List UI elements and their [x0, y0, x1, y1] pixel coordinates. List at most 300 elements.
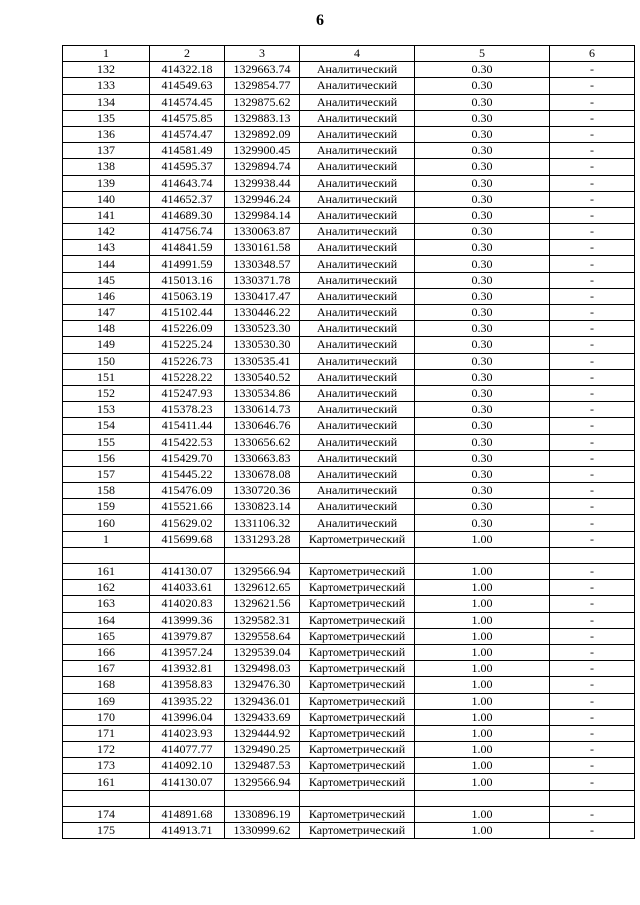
description-cell: - [550, 644, 635, 660]
description-cell: - [550, 224, 635, 240]
table-row [63, 499, 635, 515]
x-coordinate-cell: 415699.68 [150, 531, 225, 547]
x-coordinate-cell: 414756.74 [150, 224, 225, 240]
description-cell: - [550, 434, 635, 450]
method-cell: Картометрический [300, 596, 415, 612]
table-row [63, 369, 635, 385]
accuracy-cell: 0.30 [415, 369, 550, 385]
method-cell: Аналитический [300, 337, 415, 353]
method-cell: Аналитический [300, 94, 415, 110]
method-cell [300, 790, 415, 806]
y-coordinate-cell: 1331293.28 [225, 531, 300, 547]
y-coordinate-cell: 1329487.53 [225, 758, 300, 774]
point-number-cell: 153 [63, 402, 150, 418]
method-cell: Картометрический [300, 758, 415, 774]
description-cell: - [550, 62, 635, 78]
table-row [63, 564, 635, 580]
description-cell: - [550, 402, 635, 418]
table-row [63, 159, 635, 175]
accuracy-cell: 0.30 [415, 353, 550, 369]
point-number-cell: 132 [63, 62, 150, 78]
point-number-cell: 133 [63, 78, 150, 94]
y-coordinate-cell: 1330161.58 [225, 240, 300, 256]
description-cell: - [550, 806, 635, 822]
method-cell: Аналитический [300, 515, 415, 531]
description-cell: - [550, 353, 635, 369]
x-coordinate-cell: 414574.45 [150, 94, 225, 110]
point-number-cell: 156 [63, 450, 150, 466]
y-coordinate-cell: 1330534.86 [225, 385, 300, 401]
accuracy-cell [415, 790, 550, 806]
description-cell: - [550, 288, 635, 304]
accuracy-cell: 0.30 [415, 337, 550, 353]
coordinates-table [62, 45, 635, 839]
x-coordinate-cell: 414033.61 [150, 580, 225, 596]
point-number-cell: 142 [63, 224, 150, 240]
accuracy-cell: 0.30 [415, 305, 550, 321]
y-coordinate-cell: 1329883.13 [225, 110, 300, 126]
table-row [63, 62, 635, 78]
description-cell: - [550, 110, 635, 126]
table-row [63, 337, 635, 353]
description-cell: - [550, 78, 635, 94]
y-coordinate-cell: 1329566.94 [225, 774, 300, 790]
point-number-cell: 164 [63, 612, 150, 628]
method-cell: Аналитический [300, 483, 415, 499]
y-coordinate-cell: 1330896.19 [225, 806, 300, 822]
accuracy-cell [415, 547, 550, 563]
method-cell: Аналитический [300, 321, 415, 337]
method-cell: Картометрический [300, 628, 415, 644]
description-cell: - [550, 612, 635, 628]
method-cell: Картометрический [300, 644, 415, 660]
point-number-cell: 159 [63, 499, 150, 515]
method-cell: Картометрический [300, 823, 415, 839]
x-coordinate-cell: 414991.59 [150, 256, 225, 272]
accuracy-cell: 1.00 [415, 774, 550, 790]
table-row [63, 240, 635, 256]
header-cell-6: 6 [550, 46, 635, 62]
x-coordinate-cell: 414643.74 [150, 175, 225, 191]
table-row [63, 288, 635, 304]
method-cell: Картометрический [300, 725, 415, 741]
table-row [63, 806, 635, 822]
x-coordinate-cell: 414689.30 [150, 207, 225, 223]
description-cell: - [550, 94, 635, 110]
accuracy-cell: 0.30 [415, 207, 550, 223]
point-number-cell: 135 [63, 110, 150, 126]
x-coordinate-cell: 414574.47 [150, 126, 225, 142]
point-number-cell: 137 [63, 143, 150, 159]
table-row [63, 272, 635, 288]
y-coordinate-cell: 1329558.64 [225, 628, 300, 644]
header-cell-3: 3 [225, 46, 300, 62]
y-coordinate-cell: 1330446.22 [225, 305, 300, 321]
x-coordinate-cell: 414023.93 [150, 725, 225, 741]
method-cell: Картометрический [300, 580, 415, 596]
accuracy-cell: 0.30 [415, 62, 550, 78]
description-cell: - [550, 677, 635, 693]
accuracy-cell: 0.30 [415, 466, 550, 482]
method-cell: Аналитический [300, 62, 415, 78]
y-coordinate-cell: 1329539.04 [225, 644, 300, 660]
method-cell: Аналитический [300, 288, 415, 304]
method-cell [300, 547, 415, 563]
y-coordinate-cell: 1329900.45 [225, 143, 300, 159]
accuracy-cell: 0.30 [415, 321, 550, 337]
x-coordinate-cell: 413957.24 [150, 644, 225, 660]
method-cell: Аналитический [300, 402, 415, 418]
point-number-cell: 151 [63, 369, 150, 385]
point-number-cell: 167 [63, 661, 150, 677]
y-coordinate-cell: 1329433.69 [225, 709, 300, 725]
accuracy-cell: 0.30 [415, 288, 550, 304]
y-coordinate-cell: 1330720.36 [225, 483, 300, 499]
point-number-cell: 143 [63, 240, 150, 256]
description-cell: - [550, 758, 635, 774]
method-cell: Аналитический [300, 499, 415, 515]
point-number-cell: 1 [63, 531, 150, 547]
x-coordinate-cell: 414891.68 [150, 806, 225, 822]
point-number-cell: 174 [63, 806, 150, 822]
y-coordinate-cell: 1329946.24 [225, 191, 300, 207]
y-coordinate-cell: 1329938.44 [225, 175, 300, 191]
method-cell: Аналитический [300, 272, 415, 288]
point-number-cell: 169 [63, 693, 150, 709]
table-row [63, 450, 635, 466]
table-row [63, 596, 635, 612]
y-coordinate-cell: 1330540.52 [225, 369, 300, 385]
accuracy-cell: 1.00 [415, 644, 550, 660]
method-cell: Аналитический [300, 369, 415, 385]
accuracy-cell: 0.30 [415, 434, 550, 450]
description-cell: - [550, 450, 635, 466]
description-cell: - [550, 628, 635, 644]
point-number-cell: 173 [63, 758, 150, 774]
accuracy-cell: 0.30 [415, 483, 550, 499]
x-coordinate-cell: 415225.24 [150, 337, 225, 353]
description-cell: - [550, 418, 635, 434]
accuracy-cell: 1.00 [415, 564, 550, 580]
y-coordinate-cell: 1330678.08 [225, 466, 300, 482]
accuracy-cell: 1.00 [415, 612, 550, 628]
table-row [63, 175, 635, 191]
accuracy-cell: 0.30 [415, 224, 550, 240]
x-coordinate-cell: 415247.93 [150, 385, 225, 401]
table-row [63, 126, 635, 142]
x-coordinate-cell: 414913.71 [150, 823, 225, 839]
y-coordinate-cell: 1330348.57 [225, 256, 300, 272]
x-coordinate-cell: 413958.83 [150, 677, 225, 693]
y-coordinate-cell: 1329498.03 [225, 661, 300, 677]
description-cell: - [550, 159, 635, 175]
method-cell: Аналитический [300, 434, 415, 450]
point-number-cell: 168 [63, 677, 150, 693]
x-coordinate-cell: 415226.09 [150, 321, 225, 337]
description-cell: - [550, 596, 635, 612]
x-coordinate-cell: 413932.81 [150, 661, 225, 677]
accuracy-cell: 0.30 [415, 499, 550, 515]
accuracy-cell: 1.00 [415, 725, 550, 741]
x-coordinate-cell: 414652.37 [150, 191, 225, 207]
point-number-cell: 144 [63, 256, 150, 272]
description-cell: - [550, 515, 635, 531]
method-cell: Картометрический [300, 693, 415, 709]
table-row [63, 321, 635, 337]
x-coordinate-cell: 415411.44 [150, 418, 225, 434]
y-coordinate-cell: 1330535.41 [225, 353, 300, 369]
method-cell: Аналитический [300, 305, 415, 321]
y-coordinate-cell: 1330523.30 [225, 321, 300, 337]
point-number-cell [63, 790, 150, 806]
y-coordinate-cell: 1329875.62 [225, 94, 300, 110]
accuracy-cell: 0.30 [415, 385, 550, 401]
x-coordinate-cell: 414130.07 [150, 564, 225, 580]
y-coordinate-cell: 1329444.92 [225, 725, 300, 741]
table-row [63, 644, 635, 660]
table-body [63, 46, 635, 839]
x-coordinate-cell: 413935.22 [150, 693, 225, 709]
x-coordinate-cell: 414020.83 [150, 596, 225, 612]
x-coordinate-cell: 413999.36 [150, 612, 225, 628]
x-coordinate-cell: 415476.09 [150, 483, 225, 499]
description-cell: - [550, 499, 635, 515]
x-coordinate-cell: 414595.37 [150, 159, 225, 175]
table-row [63, 693, 635, 709]
method-cell: Аналитический [300, 224, 415, 240]
y-coordinate-cell: 1329621.56 [225, 596, 300, 612]
accuracy-cell: 1.00 [415, 742, 550, 758]
description-cell: - [550, 774, 635, 790]
table-row [63, 353, 635, 369]
table-row [63, 677, 635, 693]
x-coordinate-cell: 414092.10 [150, 758, 225, 774]
accuracy-cell: 0.30 [415, 402, 550, 418]
point-number-cell: 175 [63, 823, 150, 839]
point-number-cell: 145 [63, 272, 150, 288]
accuracy-cell: 1.00 [415, 806, 550, 822]
point-number-cell: 138 [63, 159, 150, 175]
point-number-cell: 140 [63, 191, 150, 207]
x-coordinate-cell: 415378.23 [150, 402, 225, 418]
point-number-cell: 157 [63, 466, 150, 482]
point-number-cell: 152 [63, 385, 150, 401]
method-cell: Аналитический [300, 191, 415, 207]
table-row [63, 466, 635, 482]
point-number-cell [63, 547, 150, 563]
table-row [63, 742, 635, 758]
point-number-cell: 155 [63, 434, 150, 450]
description-cell: - [550, 321, 635, 337]
table-row [63, 224, 635, 240]
accuracy-cell: 0.30 [415, 240, 550, 256]
table-row [63, 725, 635, 741]
description-cell: - [550, 483, 635, 499]
method-cell: Картометрический [300, 774, 415, 790]
table-row [63, 305, 635, 321]
x-coordinate-cell: 415429.70 [150, 450, 225, 466]
accuracy-cell: 0.30 [415, 159, 550, 175]
description-cell: - [550, 175, 635, 191]
y-coordinate-cell: 1329892.09 [225, 126, 300, 142]
y-coordinate-cell: 1329490.25 [225, 742, 300, 758]
header-cell-5: 5 [415, 46, 550, 62]
method-cell: Картометрический [300, 742, 415, 758]
accuracy-cell: 1.00 [415, 628, 550, 644]
page-number: 6 [316, 12, 324, 29]
description-cell [550, 547, 635, 563]
accuracy-cell: 1.00 [415, 758, 550, 774]
point-number-cell: 172 [63, 742, 150, 758]
description-cell: - [550, 725, 635, 741]
y-coordinate-cell: 1330646.76 [225, 418, 300, 434]
method-cell: Картометрический [300, 806, 415, 822]
accuracy-cell: 0.30 [415, 175, 550, 191]
table-row [63, 531, 635, 547]
accuracy-cell: 1.00 [415, 531, 550, 547]
description-cell: - [550, 126, 635, 142]
y-coordinate-cell: 1329436.01 [225, 693, 300, 709]
table-row [63, 758, 635, 774]
accuracy-cell: 1.00 [415, 677, 550, 693]
y-coordinate-cell: 1329476.30 [225, 677, 300, 693]
description-cell: - [550, 256, 635, 272]
point-number-cell: 161 [63, 774, 150, 790]
point-number-cell: 150 [63, 353, 150, 369]
y-coordinate-cell: 1329984.14 [225, 207, 300, 223]
table-row [63, 402, 635, 418]
table-row [63, 191, 635, 207]
y-coordinate-cell: 1329566.94 [225, 564, 300, 580]
x-coordinate-cell: 414077.77 [150, 742, 225, 758]
description-cell: - [550, 580, 635, 596]
header-cell-2: 2 [150, 46, 225, 62]
y-coordinate-cell [225, 790, 300, 806]
description-cell: - [550, 466, 635, 482]
point-number-cell: 146 [63, 288, 150, 304]
x-coordinate-cell: 415013.16 [150, 272, 225, 288]
description-cell: - [550, 385, 635, 401]
point-number-cell: 134 [63, 94, 150, 110]
y-coordinate-cell [225, 547, 300, 563]
point-number-cell: 141 [63, 207, 150, 223]
description-cell: - [550, 240, 635, 256]
method-cell: Аналитический [300, 159, 415, 175]
x-coordinate-cell [150, 547, 225, 563]
x-coordinate-cell: 415422.53 [150, 434, 225, 450]
y-coordinate-cell: 1330663.83 [225, 450, 300, 466]
x-coordinate-cell: 415102.44 [150, 305, 225, 321]
y-coordinate-cell: 1330371.78 [225, 272, 300, 288]
method-cell: Картометрический [300, 709, 415, 725]
table-row [63, 418, 635, 434]
point-number-cell: 154 [63, 418, 150, 434]
point-number-cell: 149 [63, 337, 150, 353]
x-coordinate-cell: 415226.73 [150, 353, 225, 369]
point-number-cell: 161 [63, 564, 150, 580]
description-cell: - [550, 207, 635, 223]
method-cell: Аналитический [300, 466, 415, 482]
accuracy-cell: 1.00 [415, 580, 550, 596]
x-coordinate-cell: 415228.22 [150, 369, 225, 385]
x-coordinate-cell: 414581.49 [150, 143, 225, 159]
method-cell: Картометрический [300, 677, 415, 693]
accuracy-cell: 0.30 [415, 515, 550, 531]
accuracy-cell: 0.30 [415, 256, 550, 272]
y-coordinate-cell: 1330063.87 [225, 224, 300, 240]
y-coordinate-cell: 1330656.62 [225, 434, 300, 450]
accuracy-cell: 0.30 [415, 191, 550, 207]
table-row [63, 78, 635, 94]
point-number-cell: 158 [63, 483, 150, 499]
description-cell: - [550, 143, 635, 159]
point-number-cell: 165 [63, 628, 150, 644]
description-cell: - [550, 191, 635, 207]
table-row [63, 143, 635, 159]
description-cell: - [550, 337, 635, 353]
x-coordinate-cell: 414575.85 [150, 110, 225, 126]
y-coordinate-cell: 1329894.74 [225, 159, 300, 175]
accuracy-cell: 1.00 [415, 709, 550, 725]
x-coordinate-cell: 415521.66 [150, 499, 225, 515]
table-row-empty [63, 547, 635, 563]
method-cell: Картометрический [300, 531, 415, 547]
x-coordinate-cell: 414841.59 [150, 240, 225, 256]
method-cell: Аналитический [300, 175, 415, 191]
x-coordinate-cell: 415063.19 [150, 288, 225, 304]
description-cell: - [550, 823, 635, 839]
accuracy-cell: 1.00 [415, 693, 550, 709]
method-cell: Аналитический [300, 385, 415, 401]
accuracy-cell: 1.00 [415, 661, 550, 677]
accuracy-cell: 0.30 [415, 126, 550, 142]
table-row [63, 110, 635, 126]
table-row [63, 207, 635, 223]
y-coordinate-cell: 1330823.14 [225, 499, 300, 515]
point-number-cell: 166 [63, 644, 150, 660]
description-cell: - [550, 693, 635, 709]
method-cell: Аналитический [300, 110, 415, 126]
description-cell [550, 790, 635, 806]
table-row [63, 774, 635, 790]
method-cell: Аналитический [300, 450, 415, 466]
table-row [63, 823, 635, 839]
table-row [63, 483, 635, 499]
table-row [63, 612, 635, 628]
x-coordinate-cell: 414549.63 [150, 78, 225, 94]
table-row [63, 628, 635, 644]
x-coordinate-cell: 414322.18 [150, 62, 225, 78]
description-cell: - [550, 272, 635, 288]
point-number-cell: 170 [63, 709, 150, 725]
point-number-cell: 163 [63, 596, 150, 612]
table-header-row [63, 46, 635, 62]
description-cell: - [550, 709, 635, 725]
method-cell: Аналитический [300, 353, 415, 369]
accuracy-cell: 1.00 [415, 596, 550, 612]
table-row [63, 709, 635, 725]
method-cell: Картометрический [300, 661, 415, 677]
y-coordinate-cell: 1329612.65 [225, 580, 300, 596]
y-coordinate-cell: 1330614.73 [225, 402, 300, 418]
method-cell: Аналитический [300, 78, 415, 94]
accuracy-cell: 0.30 [415, 450, 550, 466]
point-number-cell: 147 [63, 305, 150, 321]
table-row [63, 661, 635, 677]
table-row [63, 515, 635, 531]
method-cell: Картометрический [300, 612, 415, 628]
method-cell: Аналитический [300, 418, 415, 434]
